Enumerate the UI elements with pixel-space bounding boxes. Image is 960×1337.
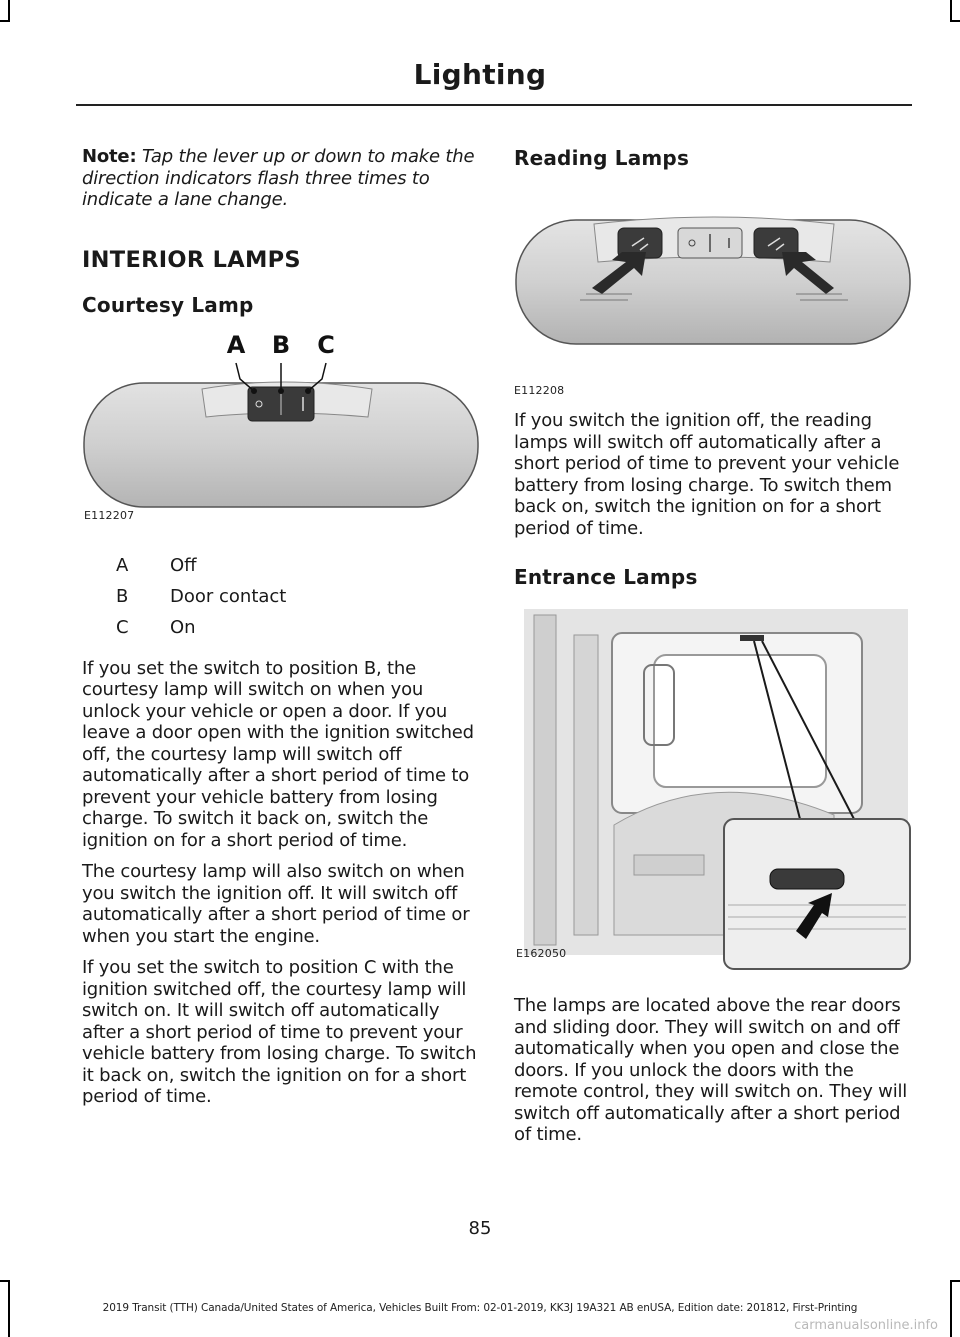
legend	[82, 555, 478, 648]
label-c: C	[317, 330, 335, 359]
right-column	[514, 146, 912, 1156]
crop-mark	[950, 1280, 960, 1282]
page-title: Lighting	[413, 58, 547, 91]
paragraph: The courtesy lamp will also switch on when you switch the ignition off. It will switch off automatically after a short period of time or when you start the engine.	[82, 861, 470, 947]
section-heading: INTERIOR LAMPS	[82, 246, 301, 273]
legend-key: A	[116, 554, 129, 576]
legend-key: B	[116, 585, 129, 607]
header-rule	[76, 104, 912, 106]
reading-lamps-figure	[514, 188, 912, 397]
legend-value: On	[170, 616, 196, 638]
figure-code: E162050	[516, 947, 567, 960]
legend-row	[82, 617, 478, 648]
entrance-paragraph: The lamps are located above the rear doors and sliding door. They will switch on and off automatically when you open and close the doors. If you unlock the doors with the remote control, they will switch on. They will switch off automatically after a short period of time.	[514, 995, 908, 1145]
legend-row	[82, 555, 478, 586]
footer: 2019 Transit (TTH) Canada/United States of America, Vehicles Built From: 02-01-2019, KK3J 19A321 AB enUSA, Edition date: 201812, First-Printing	[102, 1302, 858, 1314]
note-text: Tap the lever up or down to make the direction indicators flash three times to indicate a lane change.	[82, 146, 475, 210]
legend-key: C	[116, 616, 129, 638]
entrance-lamps-figure	[514, 605, 912, 977]
courtesy-lamp-illustration	[82, 331, 482, 525]
label-b: B	[271, 330, 291, 359]
note-label: Note:	[82, 146, 137, 167]
courtesy-lamp-figure	[82, 331, 482, 525]
legend-value: Off	[170, 554, 197, 576]
reading-lamps-illustration	[514, 188, 912, 348]
left-column	[82, 146, 478, 1118]
entrance-lamps-illustration	[514, 605, 912, 977]
crop-mark	[950, 20, 960, 22]
reading-paragraph: If you switch the ignition off, the reading lamps will switch off automatically after a short period of time to prevent your vehicle battery from losing charge. To switch them back on, switch the ignition on for a short period of time.	[514, 410, 900, 539]
legend-row	[82, 586, 478, 617]
note	[82, 146, 478, 211]
crop-mark	[0, 20, 10, 22]
paragraph: If you set the switch to position B, the courtesy lamp will switch on when you unlock your vehicle or open a door. If you leave a door open with the ignition switched off, the courtesy lamp will switch off automatically after a short period of time to prevent your vehicle battery from losing charge. To switch it back on, switch the ignition on for a short period of time.	[82, 657, 474, 851]
legend-value: Door contact	[170, 585, 287, 607]
paragraph: If you set the switch to position C with the ignition switched off, the courtesy lamp will switch on. It will switch off automatically after a short period of time to prevent your vehicle battery from losing charge. To switch it back on, switch the ignition on for a short period of time.	[82, 957, 477, 1107]
crop-mark	[8, 0, 10, 22]
reading-lamps-heading: Reading Lamps	[514, 146, 690, 170]
entrance-lamps-heading: Entrance Lamps	[514, 565, 698, 589]
crop-mark	[0, 1280, 10, 1282]
figure-code: E112207	[84, 508, 135, 522]
crop-mark	[950, 0, 952, 22]
figure-code: E112208	[514, 384, 565, 397]
label-a: A	[226, 330, 246, 359]
courtesy-lamp-heading: Courtesy Lamp	[82, 292, 254, 317]
page-number: 85	[468, 1218, 492, 1239]
watermark: carmanualsonline.info	[794, 1318, 938, 1333]
